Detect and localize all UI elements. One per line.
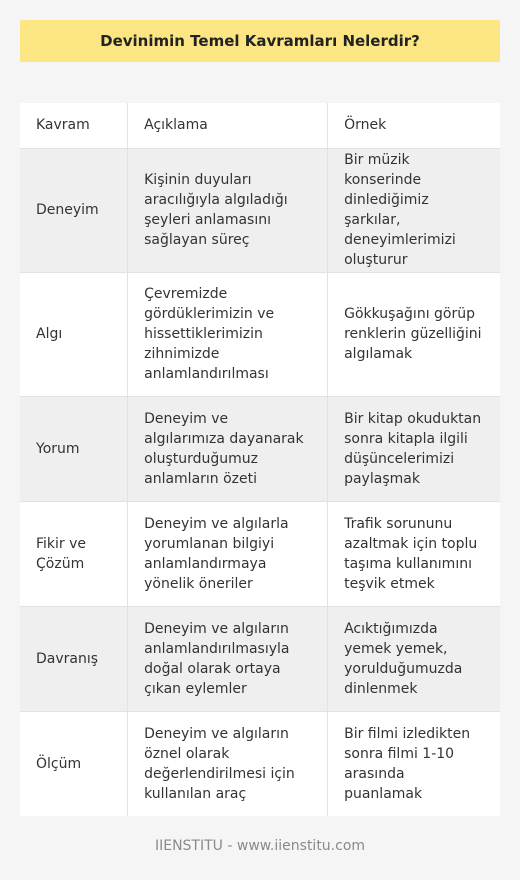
concepts-table — [20, 103, 500, 816]
header-aciklama: Açıklama — [128, 103, 328, 148]
table-row — [20, 606, 500, 711]
example-cell: Bir kitap okuduktan sonra kitapla ilgili düşüncelerimizi paylaşmak — [344, 410, 482, 487]
table-row — [20, 501, 500, 606]
term-cell: Ölçüm — [20, 711, 128, 816]
example-cell: Bir müzik konserinde dinlediğimiz şarkılar, deneyimlerimizi oluşturur — [344, 152, 456, 268]
header-ornek: Örnek — [344, 117, 387, 134]
example-cell: Gökkuşağını görüp renklerin güzelliğini algılamak — [344, 306, 482, 362]
description-cell: Çevremizde gördüklerimizin ve hissettiklerimizin zihnimizde anlamlandırılması — [128, 272, 328, 396]
table-row — [20, 711, 500, 816]
table-header-row — [20, 103, 500, 148]
example-cell: Bir filmi izledikten sonra filmi 1-10 arasında puanlamak — [344, 725, 471, 802]
table-row — [20, 272, 500, 396]
example-cell: Trafik sorununu azaltmak için toplu taşıma kullanımını teşvik etmek — [344, 515, 478, 592]
header-kavram: Kavram — [20, 103, 128, 148]
description-cell: Deneyim ve algıların anlamlandırılmasıyla doğal olarak ortaya çıkan eylemler — [128, 606, 328, 711]
term-cell: Davranış — [20, 606, 128, 711]
footer-credit: IIENSTITU - www.iienstitu.com — [154, 838, 366, 854]
description-cell: Kişinin duyuları aracılığıyla algıladığı şeyleri anlamasını sağlayan süreç — [128, 148, 328, 272]
page-title: Devinimin Temel Kavramları Nelerdir? — [20, 20, 500, 62]
table-row — [20, 396, 500, 501]
term-cell: Algı — [20, 272, 128, 396]
term-cell: Fikir ve Çözüm — [20, 501, 128, 606]
description-cell: Deneyim ve algılarımıza dayanarak oluşturduğumuz anlamların özeti — [128, 396, 328, 501]
description-cell: Deneyim ve algıların öznel olarak değerlendirilmesi için kullanılan araç — [128, 711, 328, 816]
example-cell: Acıktığımızda yemek yemek, yorulduğumuzda dinlenmek — [344, 620, 463, 697]
table-row — [20, 148, 500, 272]
term-cell: Yorum — [20, 396, 128, 501]
term-cell: Deneyim — [20, 148, 128, 272]
description-cell: Deneyim ve algılarla yorumlanan bilgiyi anlamlandırmaya yönelik öneriler — [128, 501, 328, 606]
